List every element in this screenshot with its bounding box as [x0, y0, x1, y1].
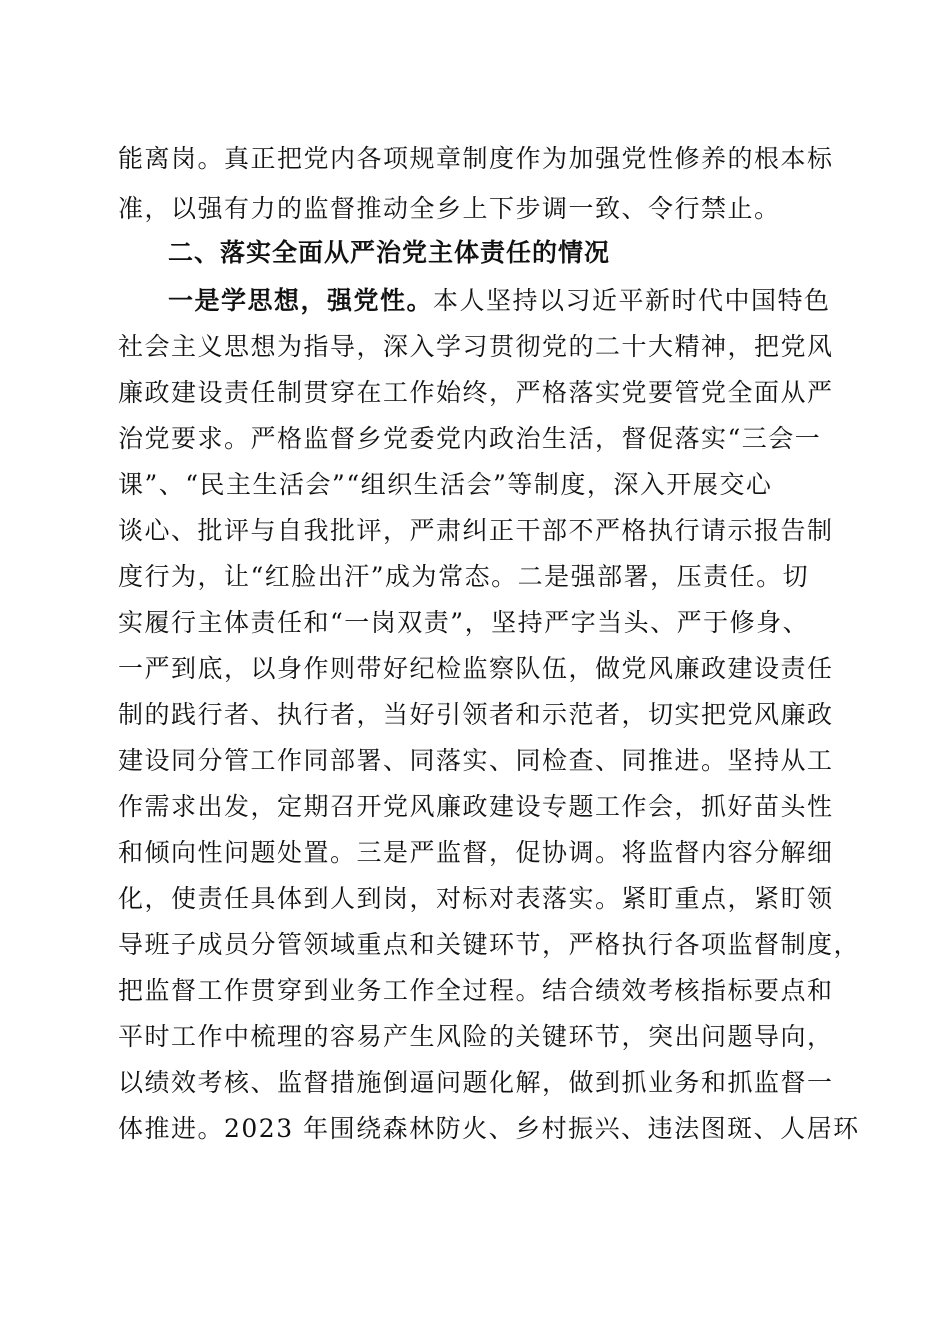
text-line: 一严到底，以身作则带好纪检监察队伍，做党风廉政建设责任	[118, 654, 834, 683]
text-line: 准，以强有力的监督推动全乡上下步调一致、令行禁止。	[118, 194, 781, 223]
text-line: 把监督工作贯穿到业务工作全过程。结合绩效考核指标要点和	[118, 976, 834, 1005]
text-line: 能离岗。真正把党内各项规章制度作为加强党性修养的根本标	[118, 144, 834, 173]
text-line: 化，使责任具体到人到岗，对标对表落实。紧盯重点，紧盯领	[118, 884, 834, 913]
text-line: 体推进。2023 年围绕森林防火、乡村振兴、违法图斑、人居环	[118, 1114, 860, 1143]
text-line: 作需求出发，定期召开党风廉政建设专题工作会，抓好苗头性	[118, 792, 834, 821]
text-line: 建设同分管工作同部署、同落实、同检查、同推进。坚持从工	[118, 746, 834, 775]
text-line: 和倾向性问题处置。三是严监督，促协调。将监督内容分解细	[118, 838, 834, 867]
text-line: 本人坚持以习近平新时代中国特色	[433, 286, 831, 315]
text-line: 治党要求。严格监督乡党委党内政治生活，督促落实“三会一	[118, 424, 822, 453]
text-line: 实履行主体责任和“一岗双责”，坚持严字当头、严于修身、	[118, 608, 810, 637]
text-line: 课”、“民主生活会”“组织生活会”等制度，深入开展交心	[118, 470, 773, 499]
text-line: 廉政建设责任制贯穿在工作始终，严格落实党要管党全面从严	[118, 378, 834, 407]
text-line: 谈心、批评与自我批评，严肃纠正干部不严格执行请示报告制	[118, 516, 834, 545]
text-line: 社会主义思想为指导，深入学习贯彻党的二十大精神，把党风	[118, 332, 834, 361]
paragraph-first-line	[168, 284, 888, 318]
text-line: 平时工作中梳理的容易产生风险的关键环节，突出问题导向，	[118, 1022, 834, 1051]
text-line: 导班子成员分管领域重点和关键环节，严格执行各项监督制度，	[118, 930, 861, 959]
text-line: 度行为，让“红脸出汗”成为常态。二是强部署，压责任。切	[118, 562, 810, 591]
paragraph-lead-phrase: 一是学思想，强党性。	[168, 286, 434, 315]
text-line: 以绩效考核、监督措施倒逼问题化解，做到抓业务和抓监督一	[118, 1068, 834, 1097]
section-heading: 二、落实全面从严治党主体责任的情况	[168, 238, 611, 267]
text-line: 制的践行者、执行者，当好引领者和示范者，切实把党风廉政	[118, 700, 834, 729]
